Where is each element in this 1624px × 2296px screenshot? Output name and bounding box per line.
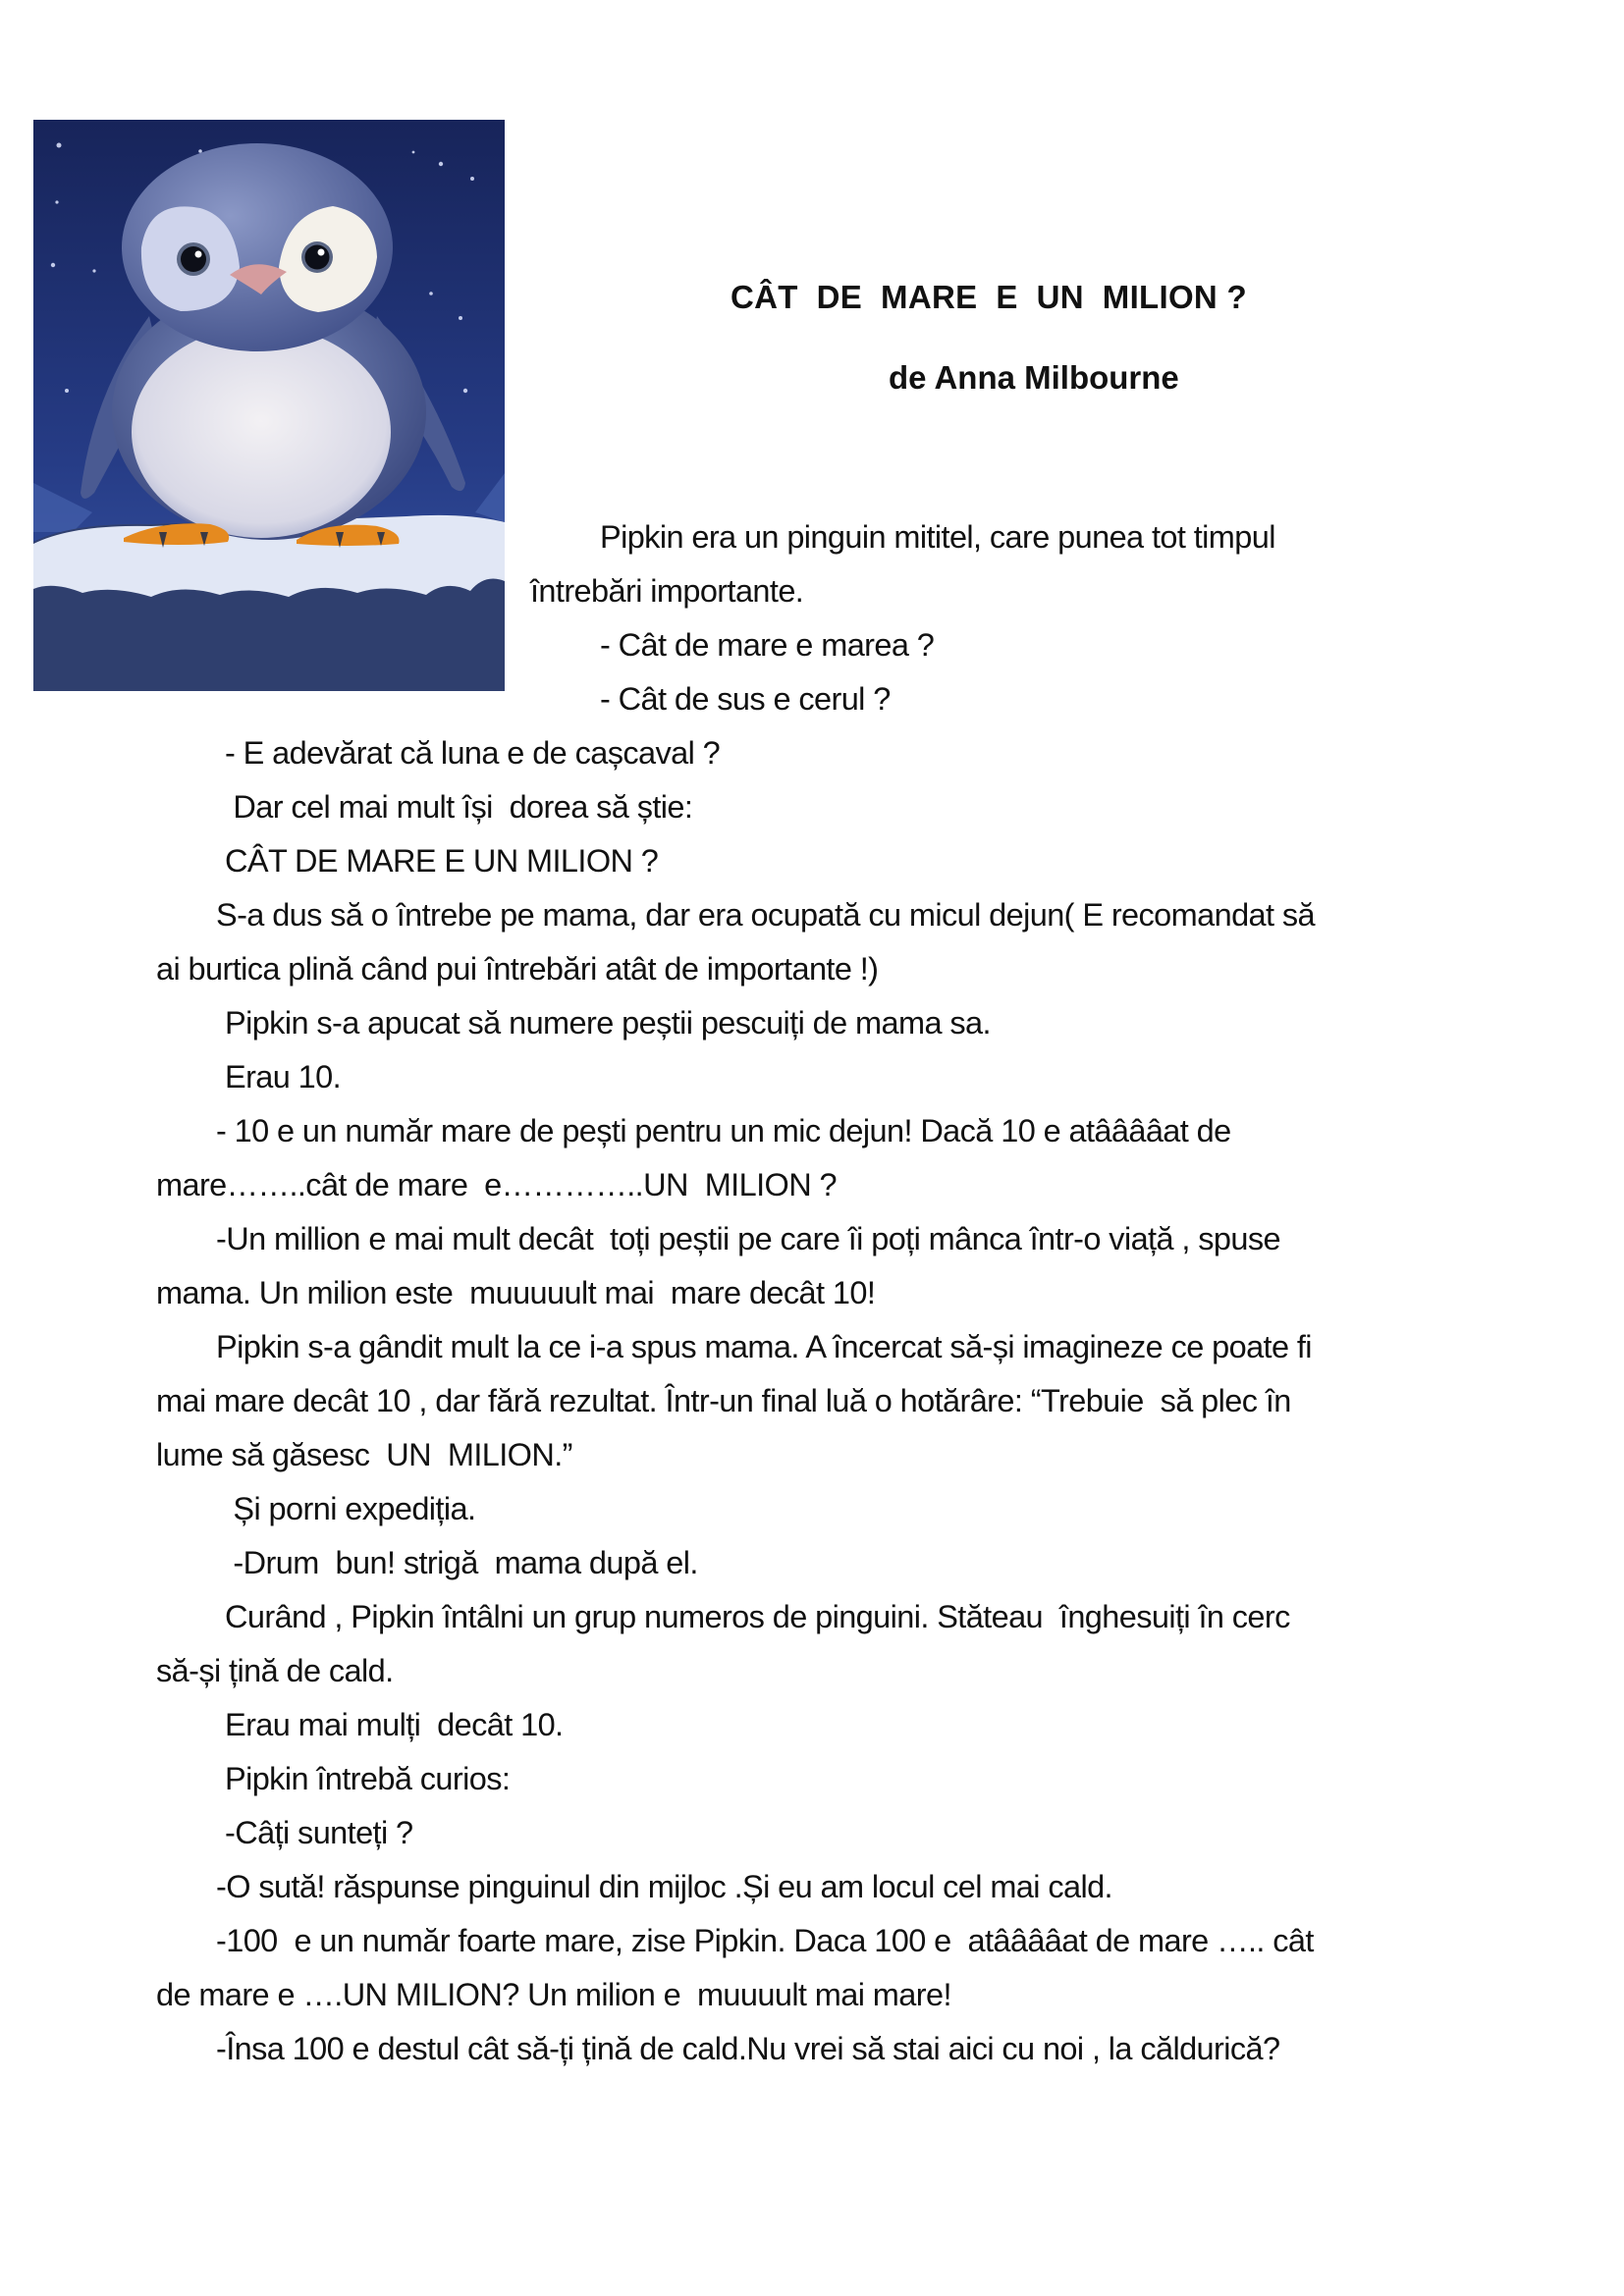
story-line: mama. Un milion este muuuuult mai mare decât 10! <box>156 1275 876 1310</box>
story-line: ai burtica plină când pui întrebări atât de importante !) <box>156 951 879 987</box>
story-line: - Cât de sus e cerul ? <box>600 681 891 717</box>
story-line: - E adevărat că luna e de cașcaval ? <box>225 735 721 771</box>
story-line: -Un million e mai mult decât toți peștii pe care îi poți mânca într-o viață , spuse <box>216 1221 1280 1256</box>
story-line: - Cât de mare e marea ? <box>600 627 935 663</box>
story-line: S-a dus să o întrebe pe mama, dar era ocupată cu micul dejun( E recomandat să <box>216 897 1316 933</box>
story-line: Erau 10. <box>225 1059 342 1095</box>
story-line: mare……..cât de mare e…………..UN MILION ? <box>156 1167 837 1202</box>
story-line: Dar cel mai mult își dorea să știe: <box>225 789 693 825</box>
penguin-icon <box>33 120 505 691</box>
story-line: Pipkin s-a apucat să numere peștii pescuiți de mama sa. <box>225 1005 991 1041</box>
story-line: lume să găsesc UN MILION.” <box>156 1437 572 1472</box>
story-line: -O sută! răspunse pinguinul din mijloc .Și eu am locul cel mai cald. <box>216 1869 1112 1904</box>
story-line: să-și țină de cald. <box>156 1653 394 1688</box>
story-line: Erau mai mulți decât 10. <box>225 1707 564 1742</box>
story-author: de Anna Milbourne <box>889 359 1179 396</box>
story-title: CÂT DE MARE E UN MILION ? <box>731 279 1247 315</box>
story-line: - 10 e un număr mare de pești pentru un mic dejun! Dacă 10 e atââââat de <box>216 1113 1231 1148</box>
story-line: Pipkin întrebă curios: <box>225 1761 511 1796</box>
story-line: mai mare decât 10 , dar fără rezultat. Într-un final luă o hotărâre: “Trebuie să plec în <box>156 1383 1291 1418</box>
story-line: Pipkin era un pinguin mititel, care punea tot timpul <box>600 519 1275 555</box>
penguin-illustration <box>33 120 505 691</box>
story-line: Și porni expediția. <box>225 1491 476 1526</box>
story-line: Pipkin s-a gândit mult la ce i-a spus mama. A încercat să-și imagineze ce poate fi <box>216 1329 1312 1364</box>
story-line: -Câți sunteți ? <box>225 1815 413 1850</box>
story-line: întrebări importante. <box>530 573 804 609</box>
story-line: -Drum bun! strigă mama după el. <box>225 1545 698 1580</box>
story-line: CÂT DE MARE E UN MILION ? <box>225 843 659 879</box>
story-line: -100 e un număr foarte mare, zise Pipkin. Daca 100 e atââââat de mare ….. cât <box>216 1923 1314 1958</box>
story-line: Curând , Pipkin întâlni un grup numeros de pinguini. Stăteau înghesuiți în cerc <box>225 1599 1290 1634</box>
story-line: de mare e ….UN MILION? Un milion e muuuult mai mare! <box>156 1977 951 2012</box>
story-line: -Însa 100 e destul cât să-ți țină de cald.Nu vrei să stai aici cu noi , la căldurică? <box>216 2031 1280 2066</box>
